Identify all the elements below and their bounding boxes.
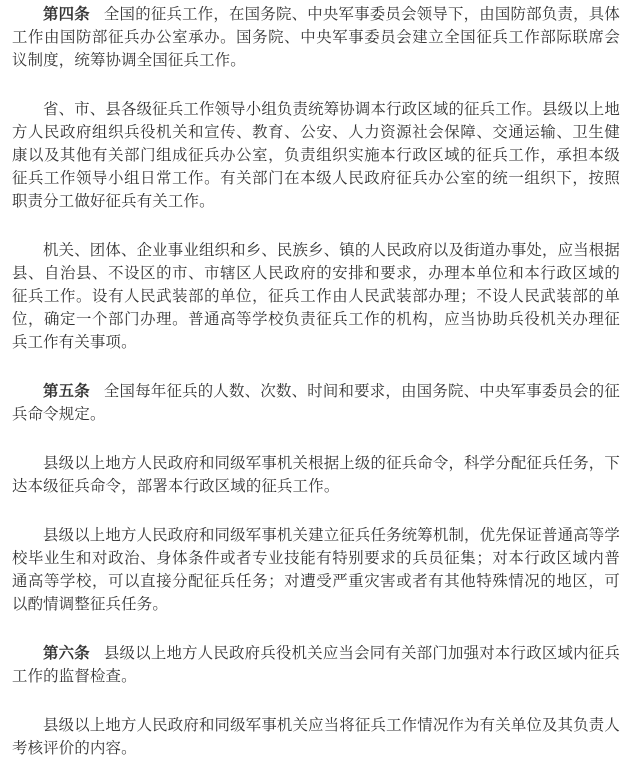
paragraph-text: 全国每年征兵的人数、次数、时间和要求，由国务院、中央军事委员会的征兵命令规定。: [12, 382, 620, 423]
paragraph-gap: [12, 426, 620, 452]
paragraph-gap: [12, 213, 620, 239]
article-label: 第五条: [43, 382, 90, 400]
paragraph-article-5-clause-3: [12, 524, 620, 616]
paragraph-gap: [12, 688, 620, 714]
paragraph-text: 全国的征兵工作，在国务院、中央军事委员会领导下，由国防部负责，具体工作由国防部征兵办公室承办。国务院、中央军事委员会建立全国征兵工作部际联席会议制度，统筹协调全国征兵工作。: [12, 5, 620, 69]
paragraph-article-6: [12, 642, 620, 688]
paragraph-text: 县级以上地方人民政府和同级军事机关应当将征兵工作情况作为有关单位及其负责人考核评价的内容。: [12, 716, 620, 757]
paragraph-gap: [12, 354, 620, 380]
paragraph-article-5: [12, 380, 620, 426]
paragraph-article-4-clause-2: [12, 98, 620, 213]
paragraph-article-4: [12, 3, 620, 72]
paragraph-gap: [12, 498, 620, 524]
paragraph-gap: [12, 72, 620, 98]
article-label: 第四条: [43, 5, 90, 23]
paragraph-text: 机关、团体、企业事业组织和乡、民族乡、镇的人民政府以及街道办事处，应当根据县、自治县、不设区的市、市辖区人民政府的安排和要求，办理本单位和本行政区域的征兵工作。设有人民武装部的单位，征兵工作由人民武装部办理；不设人民武装部的单位，确定一个部门办理。普通高等学校负责征兵工作的机构，应当协助兵役机关办理征兵工作有关事项。: [12, 241, 620, 351]
paragraph-article-4-clause-3: [12, 239, 620, 354]
paragraph-text: 县级以上地方人民政府兵役机关应当会同有关部门加强对本行政区域内征兵工作的监督检查。: [12, 644, 620, 685]
paragraph-text: 县级以上地方人民政府和同级军事机关根据上级的征兵命令，科学分配征兵任务，下达本级征兵命令，部署本行政区域的征兵工作。: [12, 454, 620, 495]
paragraph-article-6-clause-2: [12, 714, 620, 760]
paragraph-text: 县级以上地方人民政府和同级军事机关建立征兵任务统筹机制，优先保证普通高等学校毕业生和对政治、身体条件或者专业技能有特别要求的兵员征集；对本行政区域内普通高等学校，可以直接分配征兵任务；对遭受严重灾害或者有其他特殊情况的地区，可以酌情调整征兵任务。: [12, 526, 620, 613]
paragraph-article-5-clause-2: [12, 452, 620, 498]
paragraph-gap: [12, 616, 620, 642]
article-label: 第六条: [43, 644, 90, 662]
paragraph-text: 省、市、县各级征兵工作领导小组负责统筹协调本行政区域的征兵工作。县级以上地方人民政府组织兵役机关和宣传、教育、公安、人力资源社会保障、交通运输、卫生健康以及其他有关部门组成征兵办公室，负责组织实施本行政区域的征兵工作，承担本级征兵工作领导小组日常工作。有关部门在本级人民政府征兵办公室的统一组织下，按照职责分工做好征兵有关工作。: [12, 100, 620, 210]
